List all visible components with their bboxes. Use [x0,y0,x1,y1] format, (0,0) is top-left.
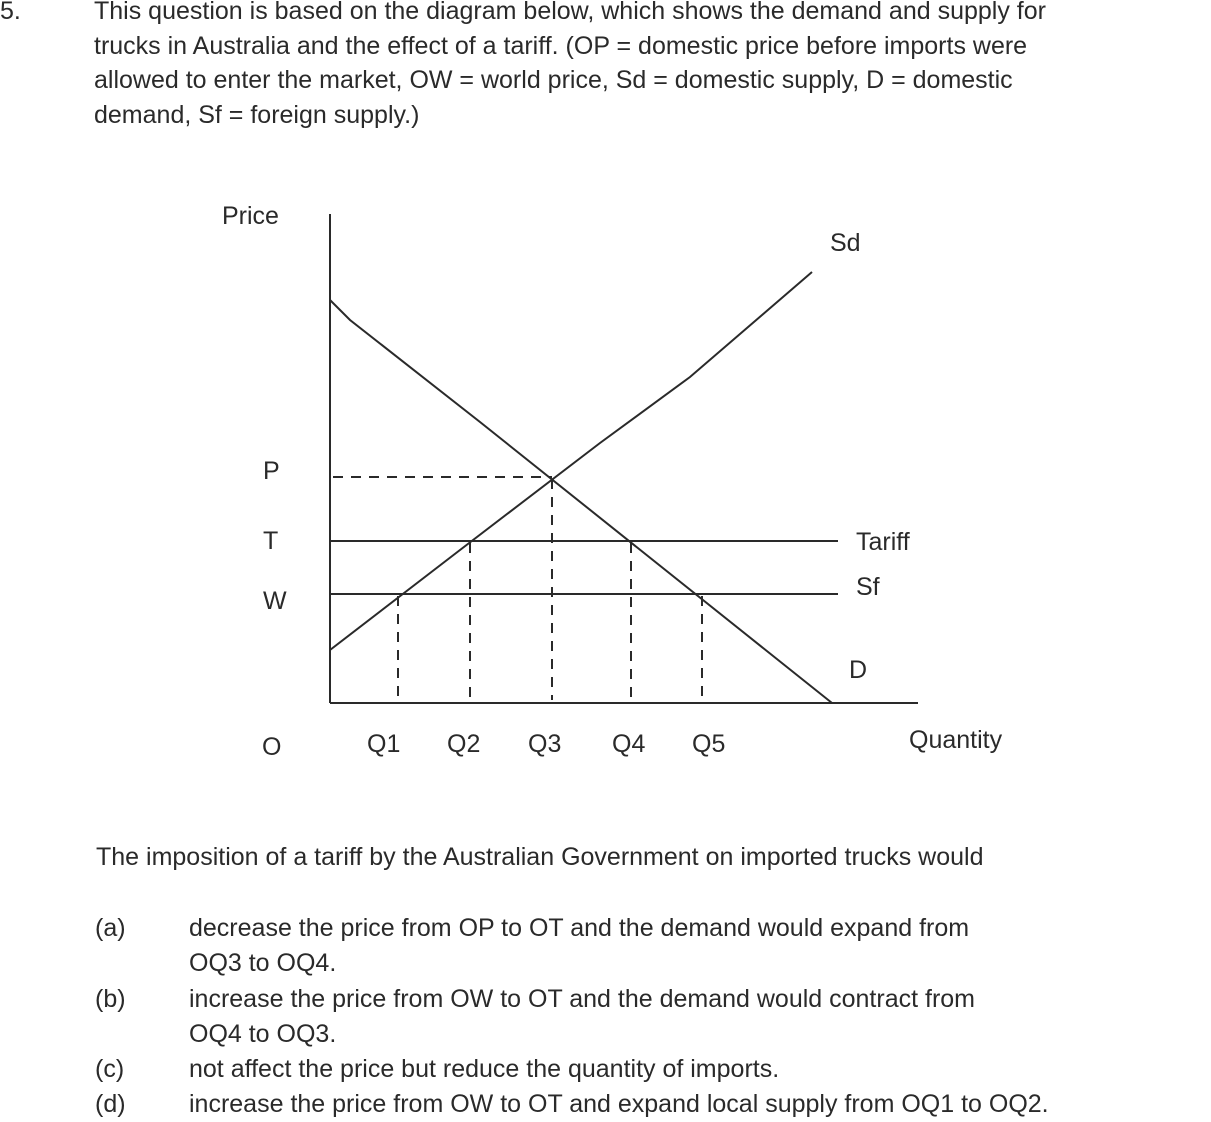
tariff-line-label: Tariff [856,528,910,556]
y-axis-label: Price [222,202,279,230]
question-prompt: The imposition of a tariff by the Australian Government on imported trucks would [96,843,984,871]
option-text: decrease the price from OP to OT and the demand would expand from [189,914,970,942]
stem-line: demand, Sf = foreign supply.) [94,100,420,129]
price-label-t: T [263,527,279,555]
option-text: not affect the price but reduce the quantity of imports. [189,1055,780,1083]
quantity-label-q5: Q5 [692,730,726,758]
d-curve-label: D [849,656,868,684]
x-axis-label: Quantity [909,726,1003,754]
stem-line: This question is based on the diagram below, which shows the demand and supply for [94,0,1046,25]
demand-curve [330,300,832,703]
sf-line-label: Sf [856,573,880,601]
price-label-p: P [263,457,280,485]
option-text: OQ4 to OQ3. [189,1020,337,1048]
question-number: 5. [0,0,21,25]
option-label: (a) [95,914,126,942]
stem-line: trucks in Australia and the effect of a tariff. (OP = domestic price before imports were [94,31,1028,60]
option-label: (c) [95,1055,125,1083]
quantity-label-q4: Q4 [612,730,646,758]
quantity-label-q1: Q1 [367,730,401,758]
quantity-label-q3: Q3 [528,730,562,758]
option-text: increase the price from OW to OT and expand local supply from OQ1 to OQ2. [189,1090,1049,1118]
sd-curve-label: Sd [830,229,861,257]
quantity-label-q2: Q2 [447,730,481,758]
origin-label: O [262,733,282,761]
price-label-w: W [263,587,287,615]
option-text: increase the price from OW to OT and the demand would contract from [189,985,975,1013]
option-label: (b) [95,985,126,1013]
stem-line: allowed to enter the market, OW = world price, Sd = domestic supply, D = domestic [94,66,1013,94]
option-text: OQ3 to OQ4. [189,949,337,977]
option-label: (d) [95,1090,126,1118]
